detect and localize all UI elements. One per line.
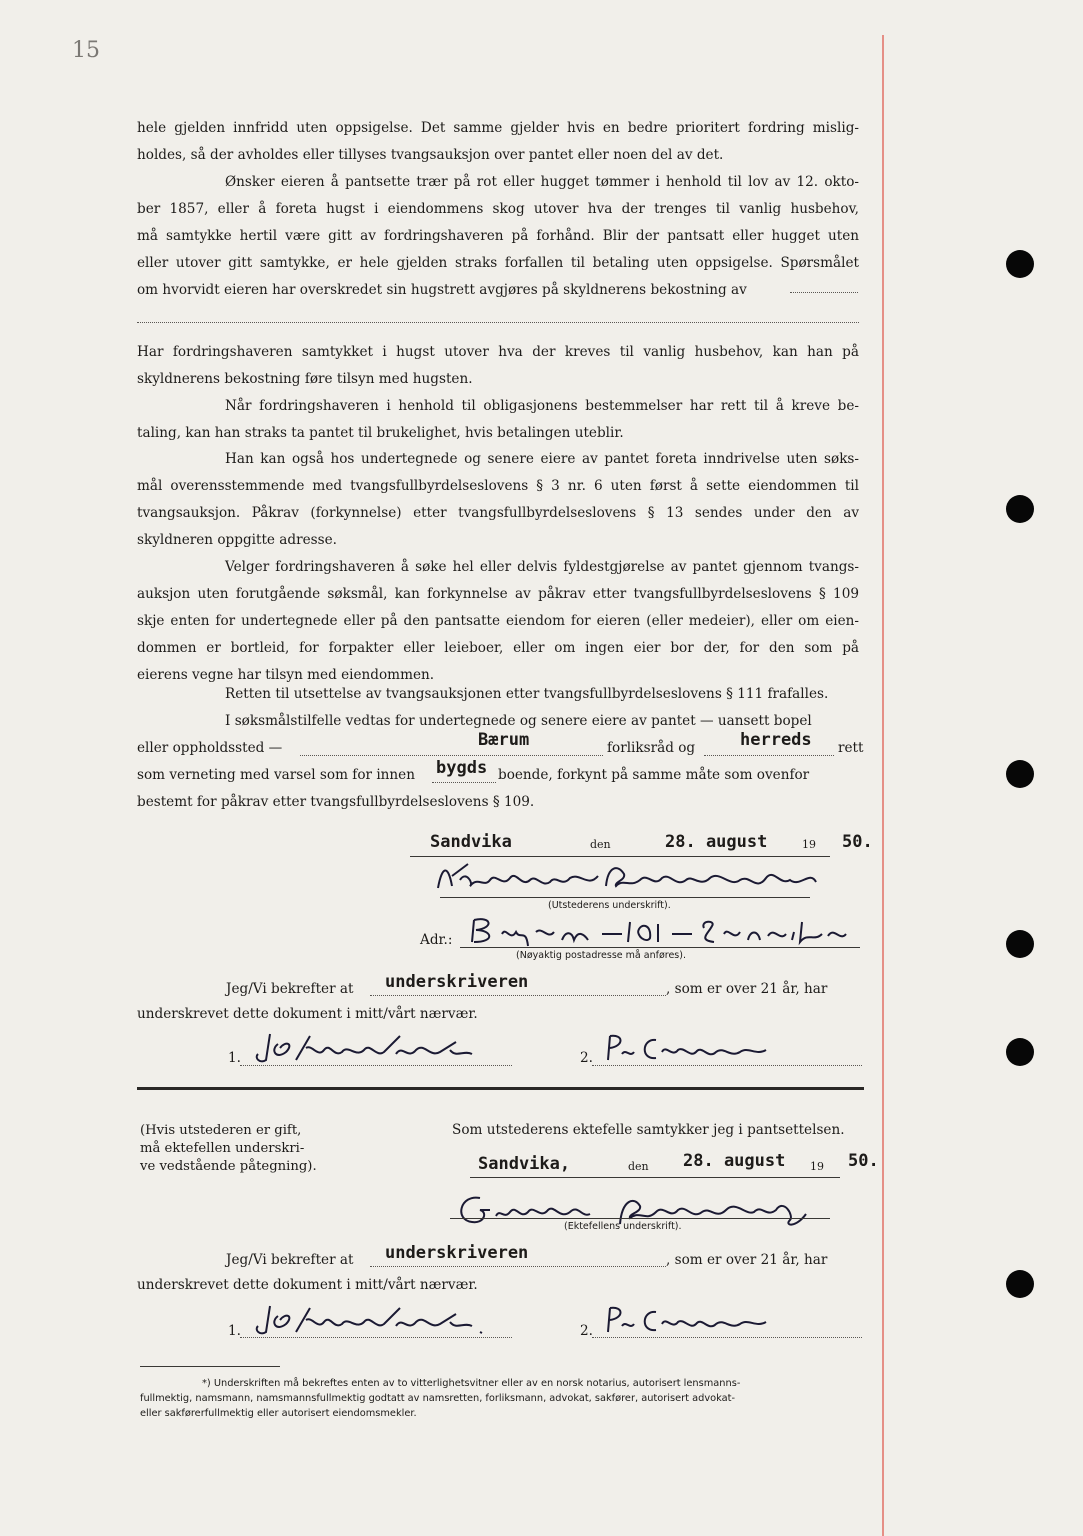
text-line: mål overensstemmende med tvangsfullbyrdelseslovens § 3 nr. 6 uten først å sette eiendommen til — [137, 478, 859, 494]
text-line: Velger fordringshaveren å søke hel eller delvis fyldestgjørelse av pantet gjennom tvangs- — [225, 559, 859, 575]
punch-hole — [1006, 760, 1034, 788]
footnote-line: *) Underskriften må bekreftes enten av to vitterlighetsvitner eller av en norsk notarius, autorisert lensmanns- — [202, 1378, 741, 1389]
text-line: om hvorvidt eieren har overskredet sin hugstrett avgjøres på skyldnerens bekostning av — [137, 282, 747, 298]
page-mark: 15 — [72, 38, 100, 63]
confirm-line2: underskrevet dette dokument i mitt/vårt nærvær. — [137, 1006, 478, 1022]
paragraph-default — [137, 115, 859, 169]
paragraph-auction — [137, 554, 859, 689]
confirm-start-2: Jeg/Vi bekrefter at — [226, 1252, 354, 1268]
text-line: eierens vegne har tilsyn med eiendommen. — [137, 667, 435, 683]
witness-1-signature — [250, 1030, 500, 1066]
punch-hole — [1006, 495, 1034, 523]
venue-line1-start: eller oppholdssted — — [137, 740, 283, 756]
spouse-note — [140, 1122, 317, 1176]
paragraph-timber — [137, 169, 859, 304]
witness-2-signature-2 — [600, 1302, 770, 1338]
handwritten-address — [462, 912, 872, 948]
typed-place: Sandvika — [430, 832, 512, 852]
blank-line — [300, 755, 603, 756]
footnote-rule — [140, 1366, 280, 1367]
text-line: Når fordringshaveren i henhold til obligasjonens bestemmelser har rett til å kreve be- — [225, 398, 859, 414]
signature-line — [440, 897, 810, 898]
typed-date: 28. august — [665, 832, 768, 852]
address-caption: (Nøyaktig postadresse må anføres). — [516, 950, 686, 961]
blank-line — [790, 292, 858, 293]
address-line — [460, 947, 860, 948]
text-line: skyldnerens bekostning føre tilsyn med hugsten. — [137, 371, 473, 387]
paragraph-payment — [137, 393, 859, 447]
typed-confirmer-2: underskriveren — [385, 1243, 529, 1263]
paragraph-consent-hugst — [137, 339, 859, 393]
punch-hole — [1006, 1270, 1034, 1298]
footnote-line: eller sakførerfullmektig eller autorisert eiendomsmekler. — [140, 1408, 417, 1419]
venue-line2-end: boende, forkynt på samme måte som ovenfor — [498, 767, 810, 783]
text-line: Ønsker eieren å pantsette trær på rot eller hugget tømmer i henhold til lov av 12. okto- — [225, 174, 859, 190]
punch-hole — [1006, 250, 1034, 278]
confirm-start: Jeg/Vi bekrefter at — [226, 981, 354, 997]
blank-line — [370, 995, 666, 996]
text-line: må samtykke hertil være gitt av fordringshaveren på forhånd. Blir der pantsatt eller hugget uten — [137, 228, 859, 244]
text-line: skje enten for undertegnede eller på den pantsatte eiendom for eieren (eller medeier), eller om eien- — [137, 613, 859, 629]
confirm-end-2: , som er over 21 år, har — [666, 1252, 828, 1268]
typed-date-2: 28. august — [683, 1151, 786, 1171]
paragraph-enforcement — [137, 446, 859, 554]
text-line: taling, kan han straks ta pantet til brukelighet, hvis betalingen uteblir. — [137, 425, 624, 441]
witness-1-label: 1. — [228, 1050, 241, 1066]
text-line: holdes, så der avholdes eller tillyses tvangsauksjon over pantet eller noen del av det. — [137, 147, 724, 163]
signature-caption: (Utstederens underskrift). — [548, 900, 671, 911]
text-line: hele gjelden innfridd uten oppsigelse. Det samme gjelder hvis en bedre prioritert fordring mislig- — [137, 120, 859, 136]
paragraph-venue-intro: I søksmålstilfelle vedtas for undertegnede og senere eiere av pantet — uansett bopel — [225, 713, 812, 729]
typed-year-2: 50. — [848, 1151, 879, 1171]
typed-place-2: Sandvika, — [478, 1154, 571, 1174]
typed-year: 50. — [842, 832, 873, 852]
witness-2-label-2: 2. — [580, 1323, 593, 1339]
spouse-signature-line — [450, 1218, 830, 1219]
witness-1-signature-2 — [250, 1302, 500, 1338]
address-label: Adr.: — [420, 932, 453, 948]
punch-hole — [1006, 1038, 1034, 1066]
spouse-note-line: ve vedstående påtegning). — [140, 1159, 317, 1174]
blank-line — [592, 1337, 862, 1338]
text-line: auksjon uten forutgående søksmål, kan forkynnelse av påkrav etter tvangsfullbyrdelseslovens § 109 — [137, 586, 859, 602]
section-divider — [137, 1087, 864, 1090]
typed-court: Bærum — [478, 730, 530, 750]
witness-2-label: 2. — [580, 1050, 593, 1066]
punch-hole — [1006, 930, 1034, 958]
confirm-line2-2: underskrevet dette dokument i mitt/vårt nærvær. — [137, 1277, 478, 1293]
blank-line — [432, 782, 496, 783]
footnote-line: fullmektig, namsmann, namsmannsfullmektig godtatt av namsretten, forliksmann, advokat, sakfører, autorisert advokat- — [140, 1393, 736, 1404]
confirm-end: , som er over 21 år, har — [666, 981, 828, 997]
witness-2-signature — [600, 1030, 770, 1066]
year-prefix-2: 19 — [810, 1160, 824, 1173]
text-line: tvangsauksjon. Påkrav (forkynnelse) etter tvangsfullbyrdelseslovens § 13 sendes under den av — [137, 505, 859, 521]
handwritten-signature — [430, 858, 830, 898]
text-line: dommen er bortleid, for forpakter eller leieboer, eller om ingen eier bor der, for den som på — [137, 640, 859, 656]
text-line: eller utover gitt samtykke, er hele gjelden straks forfallen til betaling uten oppsigelse. Spørsmålet — [137, 255, 859, 271]
blank-line — [704, 755, 834, 756]
den-label: den — [590, 838, 611, 851]
venue-line1-end: rett — [838, 740, 864, 756]
text-line: ber 1857, eller å foreta hugst i eiendommens skog utover hva der trenges til vanlig husbehov, — [137, 201, 859, 217]
date-line-2 — [470, 1177, 840, 1178]
paragraph-postponement: Retten til utsettelse av tvangsauksjonen etter tvangsfullbyrdelseslovens § 111 frafalles. — [225, 686, 829, 702]
spouse-consent: Som utstederens ektefelle samtykker jeg i pantsettelsen. — [452, 1122, 845, 1138]
blank-line — [240, 1337, 512, 1338]
typed-court2: herreds — [740, 730, 812, 750]
typed-type: bygds — [436, 758, 488, 778]
text-line: Har fordringshaveren samtykket i hugst utover hva der kreves til vanlig husbehov, kan han på — [137, 344, 859, 360]
witness-1-label-2: 1. — [228, 1323, 241, 1339]
blank-line — [137, 322, 859, 323]
spouse-signature-caption: (Ektefellens underskrift). — [564, 1221, 682, 1232]
footnote — [140, 1376, 865, 1421]
red-margin-line — [882, 35, 884, 1536]
year-prefix: 19 — [802, 838, 816, 851]
venue-line2-start: som verneting med varsel som for innen — [137, 767, 415, 783]
blank-line — [240, 1065, 512, 1066]
text-line: Han kan også hos undertegnede og senere eiere av pantet foreta inndrivelse uten søks- — [225, 451, 859, 467]
text-line: skyldneren oppgitte adresse. — [137, 532, 337, 548]
den-label-2: den — [628, 1160, 649, 1173]
blank-line — [592, 1065, 862, 1066]
venue-line1-mid: forliksråd og — [607, 740, 696, 756]
venue-line3: bestemt for påkrav etter tvangsfullbyrdelseslovens § 109. — [137, 794, 535, 810]
blank-line — [370, 1266, 666, 1267]
date-line — [410, 856, 830, 857]
typed-confirmer: underskriveren — [385, 972, 529, 992]
spouse-note-line: må ektefellen underskri- — [140, 1141, 305, 1156]
spouse-note-line: (Hvis utstederen er gift, — [140, 1123, 302, 1138]
